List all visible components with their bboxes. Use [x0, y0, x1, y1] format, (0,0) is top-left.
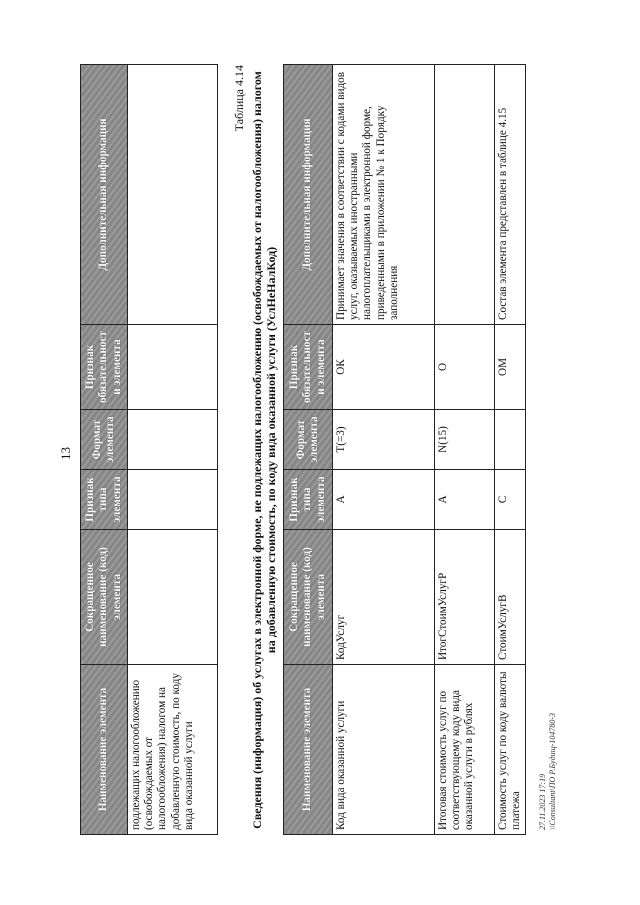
cell-format: N(15) — [435, 410, 495, 470]
cell-additional: Принимает значения в соответствии с кодами видов услуг, оказываемых иностранными налогоплательщиками в электронной форме, приведенными в приложении № 1 к Порядку заполнения — [333, 65, 435, 325]
cell-name: Итоговая стоимость услуг по соответствующему коду вида оказанной услуги в рублях — [435, 665, 495, 835]
continued-table — [80, 64, 218, 835]
services-table — [283, 64, 526, 835]
header-required: Признак обязательности элемента — [284, 325, 333, 410]
cell-required: ОМ — [495, 325, 526, 410]
cell-short-name: КодУслуг — [333, 530, 435, 665]
cell-required: ОК — [333, 325, 435, 410]
print-footer — [538, 713, 559, 830]
cell-name: Код вида оказанной услуги — [333, 665, 435, 835]
cell-required: О — [435, 325, 495, 410]
table-caption: Сведения (информация) об услугах в электронной форме, не подлежащих налогообложению (освобождаемых от налогообложения) налогом на добавленную стоимость, по коду вида оказанной услуги (УслНеНалКод) — [250, 71, 279, 829]
footer-path: \\Consultant\ПО Р.Будищ-104780-3 — [548, 713, 558, 830]
header-required: Признак обязательности элемента — [81, 325, 128, 410]
header-short-name: Сокращенное наименование (код) элемента — [81, 530, 128, 665]
footer-timestamp: 27.11.2023 17:19 — [538, 773, 547, 830]
table-row — [128, 65, 218, 835]
cell-short-name: СтоимУслугВ — [495, 530, 526, 665]
header-short-name: Сокращенное наименование (код) элемента — [284, 530, 333, 665]
cell-type — [128, 470, 218, 530]
header-format: Формат элемента — [81, 410, 128, 470]
rotated-document-page — [60, 45, 580, 845]
cell-format: T(=3) — [333, 410, 435, 470]
cell-format — [495, 410, 526, 470]
cell-additional: Состав элемента представлен в таблице 4.15 — [495, 65, 526, 325]
table-row — [435, 65, 495, 835]
cell-name: подлежащих налогообложению (освобождаемых от налогообложения) налогом на добавленную стоимость, по коду вида оказанной услуги — [128, 665, 218, 835]
table-row — [495, 65, 526, 835]
page-number: 13 — [58, 447, 73, 460]
cell-type: А — [435, 470, 495, 530]
header-type: Признак типа элемента — [81, 470, 128, 530]
header-type: Признак типа элемента — [284, 470, 333, 530]
cell-format — [128, 410, 218, 470]
table-label: Таблица 4.14 — [232, 65, 246, 132]
header-additional: Дополнительная информация — [81, 65, 128, 325]
header-format: Формат элемента — [284, 410, 333, 470]
header-name: Наименование элемента — [81, 665, 128, 835]
cell-short-name: ИтогСтоимУслугР — [435, 530, 495, 665]
cell-additional — [435, 65, 495, 325]
cell-required — [128, 325, 218, 410]
cell-short-name — [128, 530, 218, 665]
header-additional: Дополнительная информация — [284, 65, 333, 325]
header-name: Наименование элемента — [284, 665, 333, 835]
cell-type: А — [333, 470, 435, 530]
table-row — [333, 65, 435, 835]
cell-additional — [128, 65, 218, 325]
cell-type: С — [495, 470, 526, 530]
cell-name: Стоимость услуг по коду валюты платежа — [495, 665, 526, 835]
table-header-row — [284, 65, 333, 835]
table-header-row — [81, 65, 128, 835]
